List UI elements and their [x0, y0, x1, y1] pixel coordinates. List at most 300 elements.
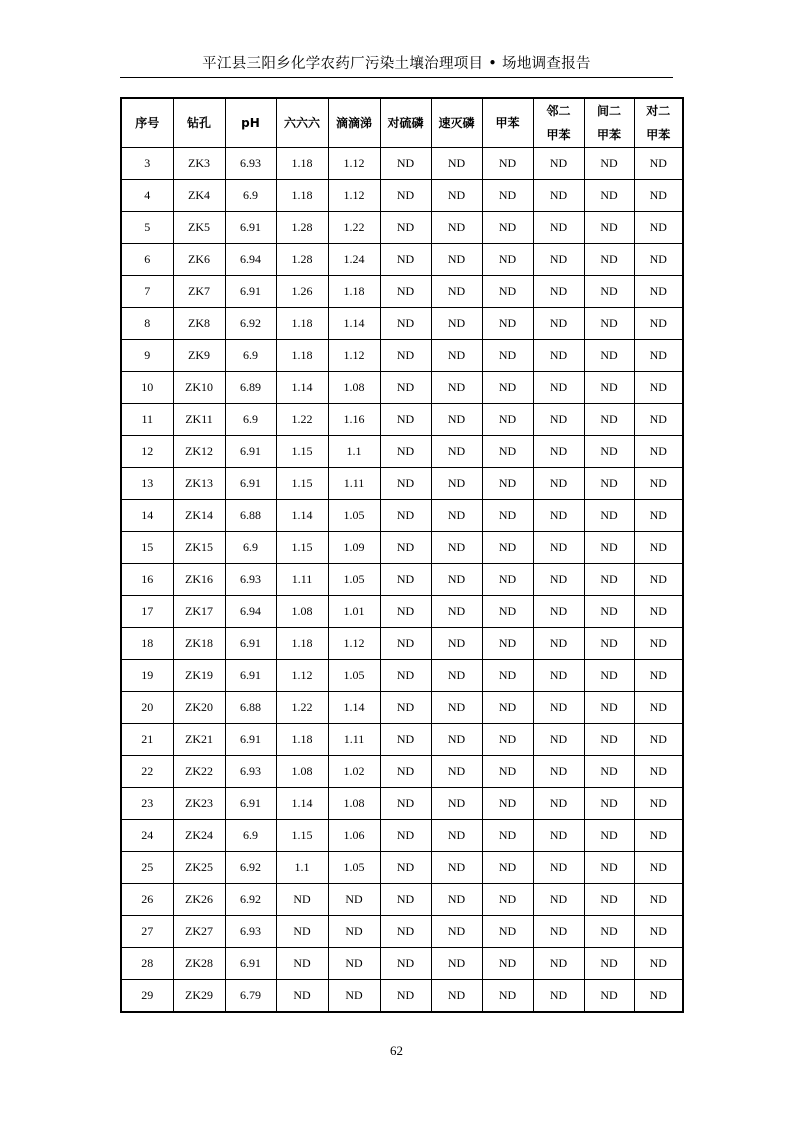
table-cell: ND	[533, 468, 584, 500]
table-cell: 14	[121, 500, 173, 532]
table-cell: 6.9	[225, 820, 276, 852]
table-cell: 6.9	[225, 532, 276, 564]
table-cell: ND	[634, 884, 683, 916]
table-cell: ZK19	[173, 660, 225, 692]
table-cell: 5	[121, 212, 173, 244]
table-cell: ZK4	[173, 180, 225, 212]
table-cell: ND	[431, 340, 482, 372]
table-cell: ND	[634, 468, 683, 500]
table-header	[121, 98, 683, 148]
table-cell: 1.18	[276, 180, 328, 212]
table-cell: 1.08	[328, 788, 380, 820]
table-cell: 20	[121, 692, 173, 724]
table-cell: ND	[634, 244, 683, 276]
table-cell: ND	[533, 564, 584, 596]
table-row	[121, 820, 683, 852]
table-cell: 3	[121, 148, 173, 180]
table-cell: ZK20	[173, 692, 225, 724]
table-row	[121, 980, 683, 1013]
table-cell: 1.16	[328, 404, 380, 436]
column-header	[584, 98, 634, 148]
table-cell: ND	[276, 916, 328, 948]
table-cell: 6.92	[225, 308, 276, 340]
table-cell: ND	[380, 724, 431, 756]
table-cell: ND	[634, 532, 683, 564]
table-cell: ND	[634, 308, 683, 340]
table-cell: ND	[380, 500, 431, 532]
table-cell: ZK11	[173, 404, 225, 436]
table-cell: ND	[584, 340, 634, 372]
column-header-label: 六六六	[283, 116, 320, 130]
table-cell: ZK21	[173, 724, 225, 756]
table-cell: ND	[584, 148, 634, 180]
table-cell: 1.26	[276, 276, 328, 308]
table-cell: ND	[431, 404, 482, 436]
table-cell: 1.14	[276, 372, 328, 404]
table-cell: ND	[482, 948, 533, 980]
table-cell: ND	[584, 692, 634, 724]
table-cell: ND	[634, 180, 683, 212]
table-cell: 10	[121, 372, 173, 404]
table-cell: ND	[482, 148, 533, 180]
table-cell: ND	[533, 532, 584, 564]
column-header-label-line2: 甲苯	[596, 128, 621, 142]
table-cell: 21	[121, 724, 173, 756]
header-divider	[120, 77, 673, 78]
table-cell: ND	[380, 852, 431, 884]
table-cell: ND	[482, 276, 533, 308]
table-cell: 1.14	[328, 692, 380, 724]
column-header	[173, 98, 225, 148]
table-row	[121, 436, 683, 468]
table-cell: ND	[584, 564, 634, 596]
table-cell: ZK7	[173, 276, 225, 308]
table-cell: 19	[121, 660, 173, 692]
table-row	[121, 212, 683, 244]
table-cell: 26	[121, 884, 173, 916]
column-header-label: 序号	[135, 116, 160, 130]
table-cell: 1.08	[328, 372, 380, 404]
table-cell: 6.88	[225, 500, 276, 532]
table-cell: ND	[482, 756, 533, 788]
table-cell: ND	[584, 244, 634, 276]
table-row	[121, 308, 683, 340]
table-cell: 15	[121, 532, 173, 564]
table-cell: 8	[121, 308, 173, 340]
table-row	[121, 916, 683, 948]
table-cell: ND	[380, 788, 431, 820]
table-cell: ND	[533, 308, 584, 340]
table-cell: 28	[121, 948, 173, 980]
table-cell: 1.28	[276, 212, 328, 244]
table-cell: ND	[328, 916, 380, 948]
table-cell: ND	[380, 820, 431, 852]
table-cell: ZK17	[173, 596, 225, 628]
table-cell: 6.91	[225, 276, 276, 308]
table-cell: ND	[634, 500, 683, 532]
table-row	[121, 596, 683, 628]
table-cell: ND	[634, 340, 683, 372]
column-header-label: 甲苯	[495, 116, 520, 130]
table-cell: ND	[431, 980, 482, 1013]
table-cell: 6.93	[225, 564, 276, 596]
table-cell: ZK26	[173, 884, 225, 916]
table-cell: ND	[380, 468, 431, 500]
table-cell: ND	[276, 884, 328, 916]
table-cell: 1.24	[328, 244, 380, 276]
table-cell: 6.91	[225, 628, 276, 660]
table-cell: 6.91	[225, 660, 276, 692]
table-cell: 6.91	[225, 436, 276, 468]
column-header-label-line2: 甲苯	[646, 128, 671, 142]
column-header-label-line2: 甲苯	[546, 128, 571, 142]
table-cell: ND	[482, 980, 533, 1013]
table-cell: ND	[634, 948, 683, 980]
table-cell: ND	[584, 980, 634, 1013]
table-cell: 7	[121, 276, 173, 308]
table-cell: ND	[328, 980, 380, 1013]
table-cell: ND	[482, 468, 533, 500]
table-cell: 1.15	[276, 532, 328, 564]
table-cell: 6.94	[225, 596, 276, 628]
table-cell: ND	[482, 916, 533, 948]
column-header-label: 对二	[646, 104, 671, 118]
table-cell: ND	[431, 852, 482, 884]
table-cell: ND	[380, 628, 431, 660]
table-cell: 1.1	[276, 852, 328, 884]
table-cell: ND	[482, 788, 533, 820]
table-cell: ND	[634, 980, 683, 1013]
table-cell: ZK29	[173, 980, 225, 1013]
table-cell: ND	[431, 308, 482, 340]
table-cell: 6.92	[225, 884, 276, 916]
table-row	[121, 468, 683, 500]
table-cell: ZK15	[173, 532, 225, 564]
table-cell: ND	[533, 212, 584, 244]
table-cell: 1.14	[276, 788, 328, 820]
table-row	[121, 500, 683, 532]
table-row	[121, 148, 683, 180]
table-cell: ND	[380, 340, 431, 372]
table-cell: ND	[533, 660, 584, 692]
table-cell: ZK9	[173, 340, 225, 372]
table-cell: ND	[584, 724, 634, 756]
table-cell: ZK24	[173, 820, 225, 852]
table-cell: ZK8	[173, 308, 225, 340]
table-cell: 1.14	[276, 500, 328, 532]
table-cell: ND	[380, 308, 431, 340]
column-header-label: 间二	[596, 104, 621, 118]
table-cell: ND	[431, 276, 482, 308]
table-row	[121, 244, 683, 276]
table-cell: 6.89	[225, 372, 276, 404]
column-header-label: pH	[241, 116, 260, 130]
table-cell: ND	[533, 340, 584, 372]
table-cell: ND	[584, 372, 634, 404]
table-cell: ND	[380, 212, 431, 244]
table-cell: ND	[584, 308, 634, 340]
table-cell: 1.01	[328, 596, 380, 628]
table-row	[121, 372, 683, 404]
table-cell: ND	[634, 564, 683, 596]
table-cell: ND	[431, 884, 482, 916]
table-row	[121, 948, 683, 980]
table-cell: 1.09	[328, 532, 380, 564]
table-cell: ND	[482, 308, 533, 340]
table-cell: ND	[276, 948, 328, 980]
table-cell: ND	[431, 148, 482, 180]
table-cell: ND	[634, 916, 683, 948]
table-cell: ZK18	[173, 628, 225, 660]
table-cell: ND	[584, 948, 634, 980]
table-cell: ND	[482, 596, 533, 628]
table-cell: ND	[431, 788, 482, 820]
table-cell: ND	[431, 916, 482, 948]
table-cell: ND	[634, 276, 683, 308]
table-cell: ZK6	[173, 244, 225, 276]
table-cell: 16	[121, 564, 173, 596]
column-header-label: 邻二	[546, 104, 571, 118]
table-cell: ND	[634, 628, 683, 660]
table-cell: 1.12	[328, 148, 380, 180]
table-cell: 1.15	[276, 468, 328, 500]
table-cell: 6.91	[225, 212, 276, 244]
table-cell: ND	[431, 372, 482, 404]
table-cell: ND	[634, 436, 683, 468]
table-cell: 6.92	[225, 852, 276, 884]
table-cell: 17	[121, 596, 173, 628]
table-cell: 1.14	[328, 308, 380, 340]
table-cell: ND	[634, 660, 683, 692]
table-row	[121, 724, 683, 756]
table-cell: ND	[482, 212, 533, 244]
table-cell: ND	[482, 180, 533, 212]
table-cell: ZK27	[173, 916, 225, 948]
table-cell: ND	[482, 340, 533, 372]
table-cell: 1.11	[276, 564, 328, 596]
table-cell: ND	[533, 884, 584, 916]
table-cell: 1.15	[276, 436, 328, 468]
table-cell: 1.05	[328, 852, 380, 884]
table-cell: 1.12	[328, 340, 380, 372]
table-cell: ND	[380, 884, 431, 916]
table-cell: ND	[380, 756, 431, 788]
table-cell: 6.91	[225, 468, 276, 500]
table-cell: ND	[584, 404, 634, 436]
table-cell: ND	[482, 436, 533, 468]
table-row	[121, 276, 683, 308]
table-row	[121, 692, 683, 724]
table-cell: ND	[431, 756, 482, 788]
table-cell: ND	[431, 820, 482, 852]
table-cell: ND	[328, 884, 380, 916]
table-cell: 1.18	[276, 724, 328, 756]
table-cell: ND	[634, 692, 683, 724]
table-cell: 9	[121, 340, 173, 372]
table-cell: 4	[121, 180, 173, 212]
table-cell: ND	[634, 756, 683, 788]
table-cell: 6.88	[225, 692, 276, 724]
table-cell: ND	[482, 628, 533, 660]
table-cell: ND	[533, 404, 584, 436]
table-cell: ND	[482, 564, 533, 596]
table-cell: ND	[533, 948, 584, 980]
column-header	[380, 98, 431, 148]
table-cell: ND	[380, 180, 431, 212]
table-cell: ZK28	[173, 948, 225, 980]
table-cell: 1.22	[276, 404, 328, 436]
table-cell: 6.91	[225, 948, 276, 980]
table-row	[121, 180, 683, 212]
table-cell: ND	[482, 724, 533, 756]
table-cell: 1.08	[276, 596, 328, 628]
table-cell: ND	[431, 564, 482, 596]
table-cell: ND	[584, 500, 634, 532]
table-cell: 6.91	[225, 788, 276, 820]
table-cell: ND	[482, 532, 533, 564]
table-cell: ND	[380, 372, 431, 404]
table-cell: ND	[431, 596, 482, 628]
table-cell: 25	[121, 852, 173, 884]
table-cell: 1.22	[328, 212, 380, 244]
table-cell: ND	[533, 148, 584, 180]
table-cell: ND	[380, 980, 431, 1013]
table-cell: ND	[431, 948, 482, 980]
table-cell: ZK23	[173, 788, 225, 820]
table-cell: ND	[584, 788, 634, 820]
table-cell: ND	[533, 788, 584, 820]
table-cell: ND	[431, 692, 482, 724]
table-cell: 1.05	[328, 564, 380, 596]
table-cell: ND	[431, 532, 482, 564]
table-cell: ND	[533, 276, 584, 308]
table-cell: ND	[482, 404, 533, 436]
table-cell: ND	[431, 500, 482, 532]
table-body	[121, 148, 683, 1013]
table-cell: ND	[431, 724, 482, 756]
table-cell: ND	[482, 660, 533, 692]
table-cell: 1.18	[276, 148, 328, 180]
table-cell: ND	[380, 276, 431, 308]
table-cell: ND	[634, 852, 683, 884]
table-cell: ND	[533, 244, 584, 276]
table-cell: ND	[533, 180, 584, 212]
table-cell: 23	[121, 788, 173, 820]
table-cell: 18	[121, 628, 173, 660]
table-cell: ND	[634, 788, 683, 820]
table-cell: ND	[380, 404, 431, 436]
table-row	[121, 756, 683, 788]
table-cell: ND	[533, 724, 584, 756]
table-cell: ND	[584, 756, 634, 788]
table-cell: 22	[121, 756, 173, 788]
table-cell: 6.93	[225, 916, 276, 948]
table-cell: ND	[634, 404, 683, 436]
table-cell: 1.18	[276, 340, 328, 372]
column-header	[225, 98, 276, 148]
table-cell: 1.12	[328, 180, 380, 212]
table-cell: ND	[584, 884, 634, 916]
table-cell: ND	[380, 596, 431, 628]
table-cell: ND	[634, 148, 683, 180]
table-cell: 1.08	[276, 756, 328, 788]
table-header-row	[121, 98, 683, 148]
table-cell: ZK22	[173, 756, 225, 788]
table-row	[121, 628, 683, 660]
table-cell: 24	[121, 820, 173, 852]
table-cell: ND	[584, 916, 634, 948]
column-header	[328, 98, 380, 148]
table-cell: 6.9	[225, 404, 276, 436]
table-cell: 1.12	[328, 628, 380, 660]
table-cell: ZK13	[173, 468, 225, 500]
table-cell: 6.79	[225, 980, 276, 1013]
table-cell: ND	[634, 724, 683, 756]
table-cell: ND	[482, 884, 533, 916]
table-cell: 6.91	[225, 724, 276, 756]
table-row	[121, 532, 683, 564]
table-cell: ND	[634, 820, 683, 852]
table-cell: 1.18	[328, 276, 380, 308]
table-cell: ND	[431, 212, 482, 244]
table-cell: 1.05	[328, 500, 380, 532]
table-cell: ND	[634, 596, 683, 628]
table-cell: 1.18	[276, 628, 328, 660]
table-cell: ND	[482, 692, 533, 724]
table-cell: 1.15	[276, 820, 328, 852]
table-row	[121, 884, 683, 916]
table-cell: ND	[482, 244, 533, 276]
soil-results-table	[120, 97, 684, 1013]
table-cell: ND	[431, 244, 482, 276]
table-cell: 1.05	[328, 660, 380, 692]
table-cell: 1.22	[276, 692, 328, 724]
table-cell: ND	[584, 596, 634, 628]
table-cell: 1.18	[276, 308, 328, 340]
table-cell: ND	[431, 436, 482, 468]
table-cell: ND	[634, 372, 683, 404]
table-cell: 27	[121, 916, 173, 948]
column-header-label: 对硫磷	[387, 116, 424, 130]
table-cell: ZK10	[173, 372, 225, 404]
table-cell: ZK25	[173, 852, 225, 884]
column-header	[482, 98, 533, 148]
table-cell: 6	[121, 244, 173, 276]
table-cell: ND	[584, 628, 634, 660]
column-header	[634, 98, 683, 148]
table-cell: ND	[584, 276, 634, 308]
table-row	[121, 404, 683, 436]
table-cell: 1.11	[328, 468, 380, 500]
table-cell: 1.12	[276, 660, 328, 692]
table-cell: ND	[584, 468, 634, 500]
table-cell: 11	[121, 404, 173, 436]
table-cell: ND	[276, 980, 328, 1013]
column-header	[431, 98, 482, 148]
table-cell: ZK5	[173, 212, 225, 244]
table-cell: ND	[328, 948, 380, 980]
table-cell: ND	[533, 436, 584, 468]
table-cell: ND	[482, 852, 533, 884]
table-cell: ND	[533, 820, 584, 852]
table-row	[121, 564, 683, 596]
table-cell: ZK16	[173, 564, 225, 596]
table-cell: ND	[482, 820, 533, 852]
column-header-label: 钻孔	[186, 116, 211, 130]
table-cell: 1.11	[328, 724, 380, 756]
table-cell: ND	[533, 852, 584, 884]
table-cell: ND	[533, 980, 584, 1013]
